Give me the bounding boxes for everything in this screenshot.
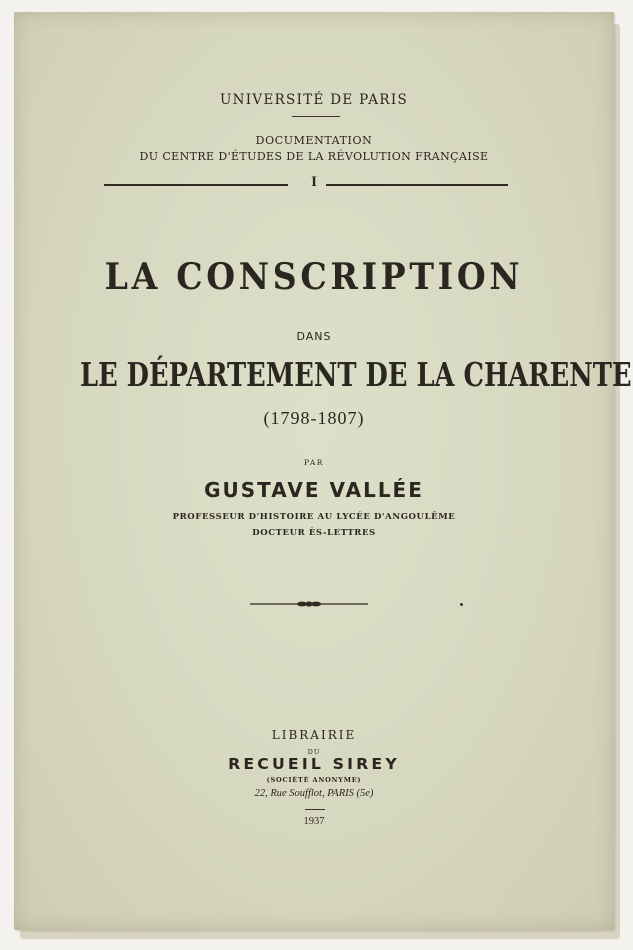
author-name: GUSTAVE VALLÉE (204, 478, 424, 502)
author-degree: DOCTEUR ÈS-LETTRES (252, 528, 376, 538)
publication-year: 1937 (303, 816, 325, 827)
volume-number: I (311, 174, 317, 190)
ornament-divider (250, 600, 368, 608)
series-title-line1: DOCUMENTATION (255, 134, 373, 147)
by-label: PAR (304, 458, 324, 467)
series-title-line2: DU CENTRE D'ÉTUDES DE LA RÉVOLUTION FRANÇAISE (139, 150, 489, 163)
address-underline (305, 809, 325, 810)
publisher-type: (SOCIÉTÉ ANONYME) (266, 776, 362, 784)
book-title-line2: LE DÉPARTEMENT DE LA CHARENTE (80, 355, 632, 394)
date-range: (1798-1807) (263, 408, 365, 428)
university-underline (292, 116, 340, 117)
book-title-line1: LA CONSCRIPTION (104, 256, 524, 298)
publisher-name: RECUEIL SIREY (228, 755, 400, 773)
university-name: UNIVERSITÉ DE PARIS (219, 92, 409, 108)
book-cover (14, 12, 632, 930)
volume-rule-right (326, 184, 508, 186)
publisher-connector: DU (307, 748, 321, 756)
ink-speck (460, 603, 463, 606)
publisher-label: LIBRAIRIE (271, 728, 357, 742)
publisher-address: 22, Rue Soufflot, PARIS (5e) (254, 788, 374, 799)
author-position: PROFESSEUR D'HISTOIRE AU LYCÉE D'ANGOULÊME (172, 512, 456, 522)
title-connector: DANS (296, 330, 332, 343)
